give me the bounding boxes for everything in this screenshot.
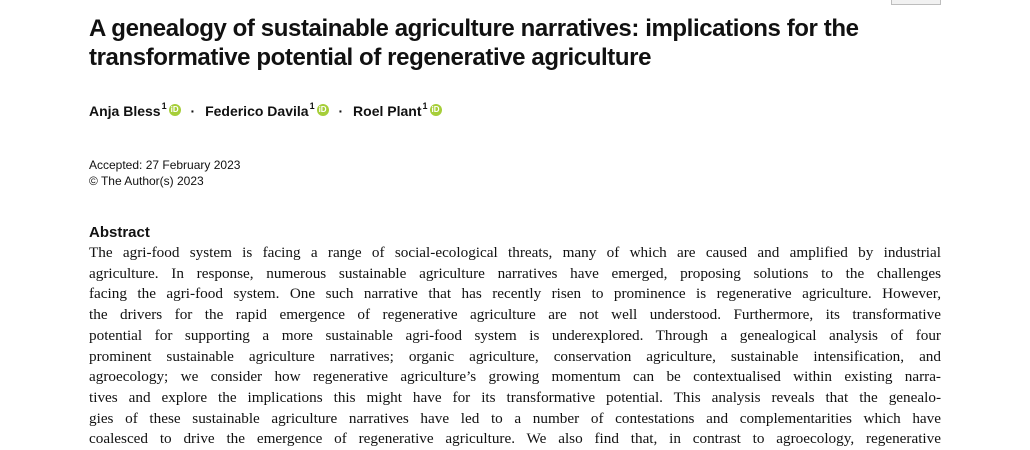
author-name: Anja Bless [89, 103, 161, 119]
paper-title: A genealogy of sustainable agriculture narratives: implications for the transformative potential of regenerative agriculture [89, 15, 859, 71]
author-name: Federico Davila [205, 103, 309, 119]
abstract-line: gies of these sustainable agriculture narratives have led to a number of contestations and complementarities which have [89, 409, 941, 427]
author-affiliation: 1 [161, 101, 167, 111]
article-meta [89, 157, 240, 189]
abstract-heading: Abstract [89, 224, 150, 241]
abstract-line: tives and explore the implications this might have for its transformative potential. This analysis reveals that the genealo- [89, 388, 941, 406]
copyright-notice: © The Author(s) 2023 [89, 174, 204, 188]
author-list [89, 103, 442, 119]
author-affiliation: 1 [422, 101, 428, 111]
abstract-line: coalesced to drive the emergence of regenerative agriculture. We also find that, in contrast to agroecology, regenerative [89, 430, 941, 448]
abstract-line: The agri-food system is facing a range of social-ecological threats, many of which are caused and amplified by industrial [89, 244, 941, 261]
author-1 [89, 103, 181, 119]
abstract-line: prominent sustainable agriculture narratives; organic agriculture, conservation agriculture, sustainable intensification, and [89, 347, 941, 365]
author-3 [353, 103, 441, 119]
abstract-body [89, 243, 941, 450]
author-affiliation: 1 [309, 101, 315, 111]
orcid-icon[interactable]: iD [318, 105, 327, 114]
author-separator: · [190, 103, 196, 119]
author-2 [205, 103, 329, 119]
author-name: Roel Plant [353, 103, 422, 119]
top-corner-tab [891, 0, 941, 5]
orcid-icon[interactable]: iD [431, 105, 440, 114]
orcid-icon[interactable]: iD [170, 105, 179, 114]
abstract-line: the drivers for the rapid emergence of regenerative agriculture are not well understood. Furthermore, its transformative [89, 306, 941, 324]
accepted-date: Accepted: 27 February 2023 [89, 158, 241, 172]
abstract-line: agriculture. In response, numerous sustainable agriculture narratives have emerged, proposing solutions to the challenges [89, 264, 941, 282]
author-separator: · [338, 103, 344, 119]
abstract-line: potential for supporting a more sustainable agri-food system is underexplored. Through a genealogical analysis of four [89, 326, 941, 344]
abstract-line: agroecology; we consider how regenerative agriculture’s growing momentum can be contextualised within existing narra- [89, 368, 941, 386]
abstract-line: facing the agri-food system. One such narrative that has recently risen to prominence is regenerative agriculture. However, [89, 285, 941, 303]
